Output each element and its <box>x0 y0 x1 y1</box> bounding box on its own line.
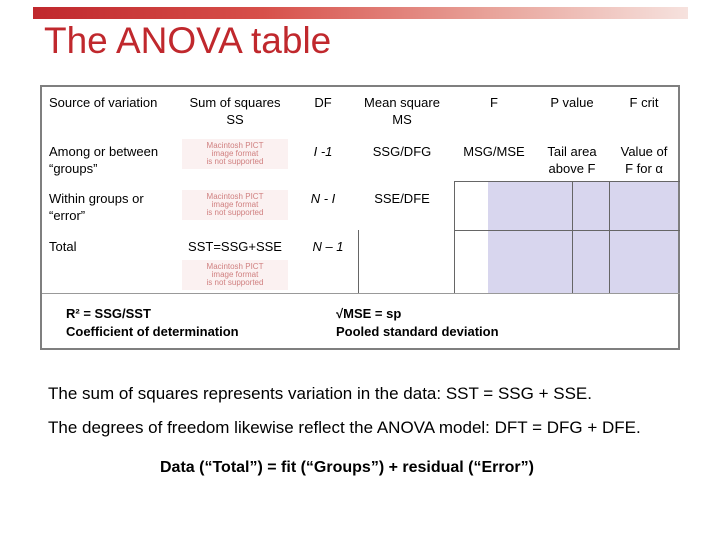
empty-cell-within-p <box>573 182 609 230</box>
within-ms: SSE/DFE <box>374 191 430 206</box>
image-placeholder-line2: image format <box>211 149 259 158</box>
image-placeholder-line3: is not supported <box>206 157 264 166</box>
empty-cell-total-f <box>488 231 572 293</box>
among-fcrit <box>610 143 678 177</box>
header-ms-line1: Mean square <box>364 95 440 110</box>
column-divider <box>609 181 610 293</box>
image-placeholder-line3: is not supported <box>206 278 264 287</box>
among-source-line1: Among or between <box>49 144 159 159</box>
header-ms <box>350 94 454 128</box>
among-p <box>532 143 612 177</box>
among-source-line2: “groups” <box>49 161 98 176</box>
header-ss-line1: Sum of squares <box>189 95 281 110</box>
header-p: P value <box>550 95 594 110</box>
image-placeholder <box>182 139 288 169</box>
degrees-of-freedom-text: The degrees of freedom likewise reflect the ANOVA model: DFT = DFG + DFE. <box>48 418 641 437</box>
header-f: F <box>490 95 498 110</box>
among-fcrit-line2: F for α <box>625 161 663 176</box>
image-placeholder-line3: is not supported <box>206 208 264 217</box>
column-divider <box>358 230 359 293</box>
r-squared-note <box>66 305 239 341</box>
header-source: Source of variation <box>49 95 158 110</box>
image-placeholder-line1: Macintosh PICT <box>206 262 264 271</box>
column-divider <box>572 181 573 293</box>
pooled-sd-formula: √MSE = sp <box>336 306 402 321</box>
slide-title: The ANOVA table <box>44 20 332 61</box>
total-ss: SST=SSG+SSE <box>188 239 282 254</box>
image-placeholder-line1: Macintosh PICT <box>206 192 264 201</box>
among-source <box>49 143 158 177</box>
image-placeholder-line2: image format <box>211 200 259 209</box>
empty-cell-within-fcrit <box>610 182 678 230</box>
image-placeholder-line2: image format <box>211 270 259 279</box>
empty-cell-total-p <box>573 231 609 293</box>
row-divider <box>42 293 680 294</box>
header-ms-line2: MS <box>392 112 412 127</box>
sum-of-squares-text: The sum of squares represents variation in the data: SST = SSG + SSE. <box>48 384 592 403</box>
header-ss <box>172 94 298 128</box>
image-placeholder-line1: Macintosh PICT <box>206 141 264 150</box>
data-fit-residual-statement: Data (“Total”) = fit (“Groups”) + residual (“Error”) <box>160 459 534 476</box>
header-ss-line2: SS <box>226 112 244 127</box>
within-source <box>49 190 144 224</box>
pooled-sd-note <box>336 305 499 341</box>
image-placeholder <box>182 190 288 220</box>
header-df: DF <box>314 95 332 110</box>
anova-table <box>40 85 680 350</box>
among-p-line2: above F <box>548 161 596 176</box>
empty-cell-total-fcrit <box>610 231 678 293</box>
among-f: MSG/MSE <box>463 144 525 159</box>
r-squared-label: Coefficient of determination <box>66 324 239 339</box>
image-placeholder <box>182 260 288 290</box>
among-fcrit-line1: Value of <box>620 144 668 159</box>
column-divider <box>454 181 455 293</box>
within-source-line1: Within groups or <box>49 191 144 206</box>
among-p-line1: Tail area <box>547 144 597 159</box>
title-accent-bar <box>33 7 688 19</box>
row-divider <box>454 230 680 231</box>
among-ms: SSG/DFG <box>372 144 432 159</box>
within-df: N - I <box>310 191 336 206</box>
header-fcrit: F crit <box>629 95 659 110</box>
total-df: N – 1 <box>312 239 344 254</box>
within-source-line2: “error” <box>49 208 86 223</box>
empty-cell-within-f <box>488 182 572 230</box>
among-df: I -1 <box>313 144 333 159</box>
pooled-sd-label: Pooled standard deviation <box>336 324 499 339</box>
r-squared-formula: R² = SSG/SST <box>66 306 151 321</box>
total-source: Total <box>49 239 77 254</box>
row-divider <box>454 181 680 182</box>
